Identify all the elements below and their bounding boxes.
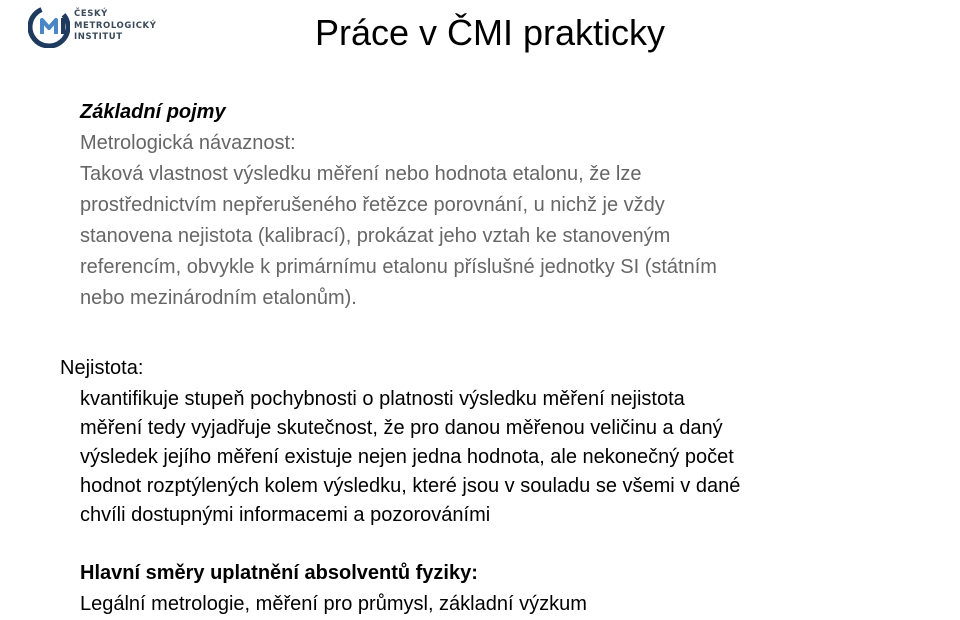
- uncertainty-definition-line: kvantifikuje stupeň pochybnosti o platnosti výsledku měření nejistota: [80, 388, 685, 410]
- career-fields-section: [80, 558, 587, 620]
- uncertainty-section: [80, 385, 740, 530]
- logo-line-1: ČESKÝ: [74, 9, 108, 19]
- basic-terms-heading: Základní pojmy: [80, 101, 226, 123]
- uncertainty-term: Nejistota:: [60, 357, 144, 379]
- career-fields-heading: Hlavní směry uplatnění absolventů fyziky:: [80, 562, 478, 584]
- career-fields-text: Legální metrologie, měření pro průmysl, základní výzkum: [80, 593, 587, 615]
- cmi-logo-mark-icon: [28, 6, 70, 48]
- traceability-definition-line: referencím, obvykle k primárnímu etalonu příslušné jednotky SI (státním: [80, 256, 717, 278]
- traceability-term: Metrologická návaznost:: [80, 132, 296, 154]
- basic-terms-section: [80, 97, 717, 314]
- traceability-definition-line: nebo mezinárodním etalonům).: [80, 287, 357, 309]
- uncertainty-definition-line: výsledek jejího měření existuje nejen jedna hodnota, ale nekonečný počet: [80, 446, 734, 468]
- uncertainty-definition-line: chvíli dostupnými informacemi a pozorováními: [80, 504, 491, 526]
- slide-title: Práce v ČMI prakticky: [314, 12, 666, 53]
- traceability-definition-line: Taková vlastnost výsledku měření nebo hodnota etalonu, že lze: [80, 163, 642, 185]
- logo-wordmark: [74, 9, 157, 44]
- uncertainty-definition-line: hodnot rozptýlených kolem výsledku, které jsou v souladu se všemi v dané: [80, 475, 741, 497]
- logo-line-2: METROLOGICKÝ: [74, 20, 157, 31]
- traceability-definition-line: stanovena nejistota (kalibrací), prokázat jeho vztah ke stanoveným: [80, 225, 671, 247]
- logo-line-3: INSTITUT: [74, 32, 123, 42]
- uncertainty-definition-line: měření tedy vyjadřuje skutečnost, že pro danou měřenou veličinu a daný: [80, 417, 723, 439]
- cmi-logo: [28, 6, 168, 48]
- traceability-definition-line: prostřednictvím nepřerušeného řetězce porovnání, u nichž je vždy: [80, 194, 665, 216]
